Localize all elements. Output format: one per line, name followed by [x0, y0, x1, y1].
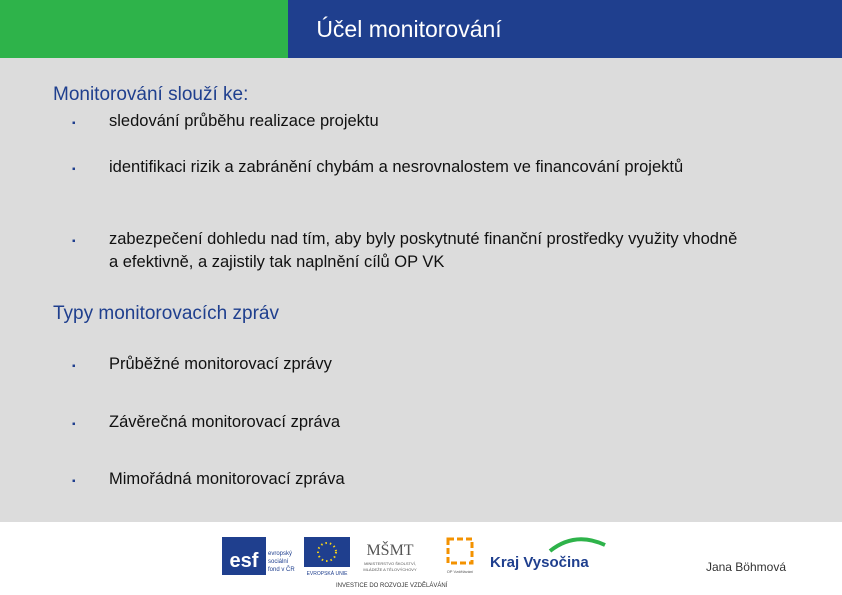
slide-title: Účel monitorování	[316, 15, 502, 42]
msmt-logo	[363, 540, 417, 572]
bullet-icon: ▪	[72, 361, 76, 372]
kraj-vysocina-logo	[490, 539, 605, 571]
svg-text:esf: esf	[229, 550, 259, 572]
svg-text:Kraj Vysočina: Kraj Vysočina	[490, 554, 589, 571]
slide-content	[0, 58, 842, 522]
list-item: Průběžné monitorovací zprávy	[109, 355, 332, 373]
partner-logos	[220, 531, 610, 591]
bullet-icon: ▪	[72, 164, 76, 175]
bullet-icon: ▪	[72, 118, 76, 129]
list-item: sledování průběhu realizace projektu	[109, 112, 379, 130]
bullet-icon: ▪	[72, 236, 76, 247]
svg-text:evropský: evropský	[268, 551, 293, 557]
list-item: Mimořádná monitorovací zpráva	[109, 470, 345, 488]
section-heading-purpose: Monitorování slouží ke:	[53, 84, 249, 105]
svg-text:fond v ČR: fond v ČR	[268, 567, 295, 573]
bullet-icon: ▪	[72, 419, 76, 430]
section-heading-report-types: Typy monitorovacích zpráv	[53, 303, 279, 324]
esf-logo	[222, 537, 295, 575]
opvk-logo	[447, 539, 474, 574]
svg-text:MŠMT: MŠMT	[366, 542, 414, 559]
header-green-band	[0, 0, 288, 58]
list-item: Závěrečná monitorovací zpráva	[109, 413, 341, 431]
author-name: Jana Böhmová	[705, 560, 786, 574]
footer-tagline: INVESTICE DO ROZVOJE VZDĚLÁVÁNÍ	[336, 583, 448, 589]
svg-text:MLÁDEŽE A TĚLOVÝCHOVY: MLÁDEŽE A TĚLOVÝCHOVY	[363, 567, 417, 572]
svg-text:sociální: sociální	[268, 559, 289, 565]
bullet-icon: ▪	[72, 476, 76, 487]
svg-text:MINISTERSTVO ŠKOLSTVÍ,: MINISTERSTVO ŠKOLSTVÍ,	[364, 561, 416, 566]
svg-text:OP Vzdělávání: OP Vzdělávání	[446, 569, 474, 574]
list-item: zabezpečení dohledu nad tím, aby byly poskytnuté finanční prostředky využity vhodně a efektivně, a zajistily tak naplnění cílů OP VK	[109, 230, 738, 271]
svg-text:EVROPSKÁ UNIE: EVROPSKÁ UNIE	[306, 571, 348, 577]
eu-flag-logo	[304, 537, 350, 577]
list-item: identifikaci rizik a zabránění chybám a nesrovnalostem ve financování projektů	[109, 158, 684, 176]
